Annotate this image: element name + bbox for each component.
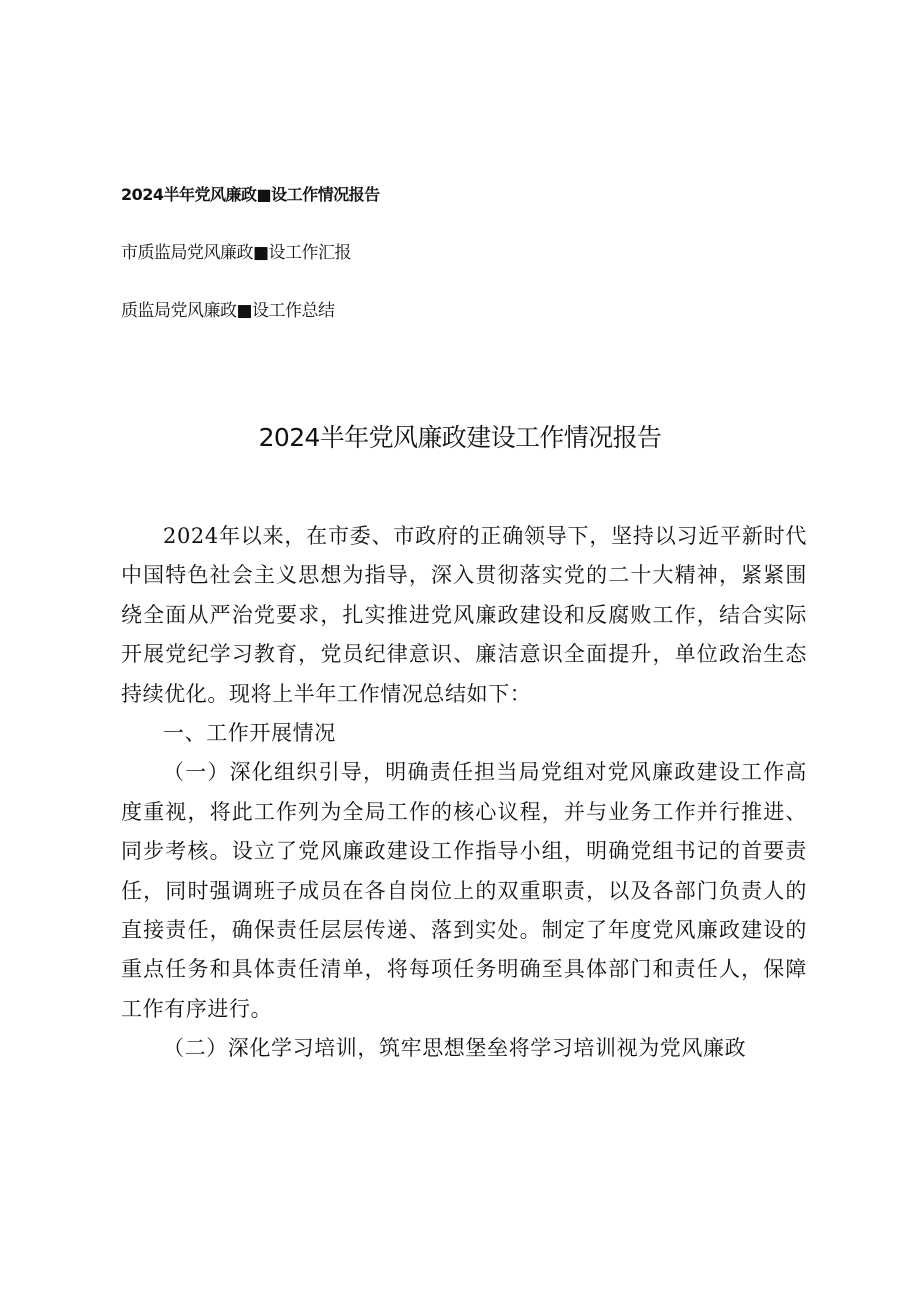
toc-item-half-year-report: 2024半年党风廉政■设工作情况报告	[121, 185, 380, 204]
toc-item-bureau-summary: 质监局党风廉政■设工作总结	[121, 301, 335, 321]
section-heading-work-progress: 一、工作开展情况	[163, 721, 336, 746]
intro-paragraph: 2024年以来，在市委、市政府的正确领导下，坚持以习近平新时代中国特色社会主义思想为指导，深入贯彻落实党的二十大精神，紧紧围绕全面从严治党要求，扎实推进党风廉政建设和反腐败工作，结合实际开展党纪学习教育，党员纪律意识、廉洁意识全面提升，单位政治生态持续优化。现将上半年工作情况总结如下：	[121, 524, 807, 706]
table-of-contents	[121, 180, 621, 326]
subsection-paragraph-1: （一）深化组织引导，明确责任担当局党组对党风廉政建设工作高度重视，将此工作列为全局工作的核心议程，并与业务工作并行推进、同步考核。设立了党风廉政建设工作指导小组，明确党组书记的首要责任，同时强调班子成员在各自岗位上的双重职责，以及各部门负责人的直接责任，确保责任层层传递、落到实处。制定了年度党风廉政建设的重点任务和具体责任清单，将每项任务明确至具体部门和责任人，保障工作有序进行。	[121, 760, 807, 1021]
document-title: 2024半年党风廉政建设工作情况报告	[258, 423, 662, 452]
document-body	[121, 517, 807, 1069]
subsection-paragraph-2: （二）深化学习培训，筑牢思想堡垒将学习培训视为党风廉政	[163, 1036, 747, 1061]
toc-item-city-bureau-report: 市质监局党风廉政■设工作汇报	[121, 243, 352, 263]
